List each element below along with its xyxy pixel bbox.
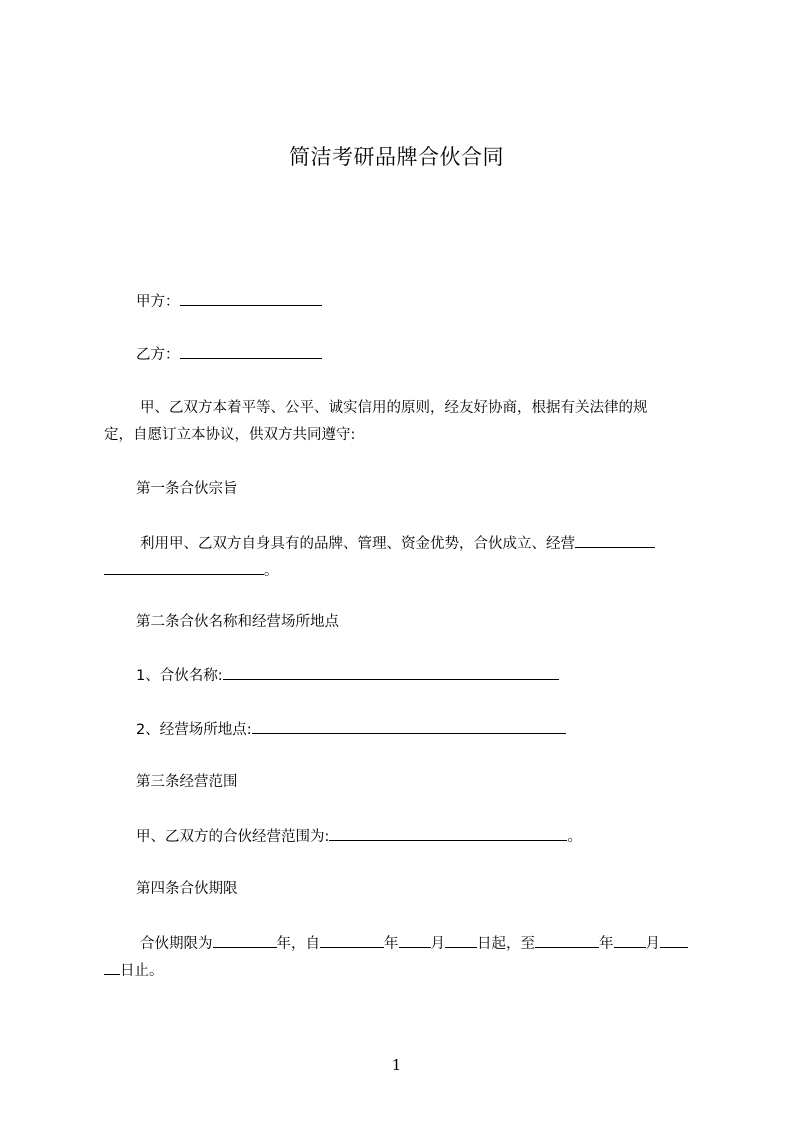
start-year-blank[interactable] <box>320 933 384 948</box>
business-address-line <box>136 719 566 740</box>
business-scope-label: 甲、乙双方的合伙经营范围为: <box>136 829 330 845</box>
term-line-2 <box>104 960 164 981</box>
term-label: 合伙期限为 <box>140 936 213 952</box>
end-month-text: 月 <box>645 936 660 952</box>
business-address-blank[interactable] <box>252 719 566 734</box>
end-year-text: 年 <box>599 936 614 952</box>
document-title: 简洁考研品牌合伙合同 <box>289 145 504 169</box>
term-text-from: 年，自 <box>276 936 320 952</box>
end-day-blank-2[interactable] <box>104 960 120 975</box>
party-a-blank[interactable] <box>180 291 322 306</box>
start-day-text: 日起，至 <box>477 936 535 952</box>
party-b-label: 乙方： <box>136 347 180 363</box>
business-blank-1[interactable] <box>575 533 655 548</box>
business-scope-blank[interactable] <box>329 826 567 841</box>
article-4-heading: 第四条合伙期限 <box>136 881 238 897</box>
preamble-line-1: 甲、乙双方本着平等、公平、诚实信用的原则，经友好协商，根据有关法律的规 <box>140 400 648 416</box>
article-3-end: 。 <box>567 829 582 845</box>
preamble-line-2: 定，自愿订立本协议，供双方共同遵守: <box>104 427 356 443</box>
article-2-heading: 第二条合伙名称和经营场所地点 <box>136 614 339 630</box>
partnership-name-blank[interactable] <box>223 665 559 680</box>
business-blank-2[interactable] <box>104 560 264 575</box>
business-address-label: 2、经营场所地点: <box>136 722 252 738</box>
start-month-blank[interactable] <box>399 933 431 948</box>
end-month-blank[interactable] <box>614 933 646 948</box>
term-years-blank[interactable] <box>213 933 277 948</box>
end-year-blank[interactable] <box>535 933 599 948</box>
party-b-line <box>136 344 322 365</box>
article-3-heading: 第三条经营范围 <box>136 774 238 790</box>
partnership-name-line <box>136 665 559 686</box>
page-number: 1 <box>391 1056 402 1074</box>
end-day-blank-1[interactable] <box>660 933 688 948</box>
start-year-text: 年 <box>384 936 399 952</box>
partnership-name-label: 1、合伙名称: <box>136 668 223 684</box>
party-b-blank[interactable] <box>180 344 322 359</box>
start-day-blank[interactable] <box>445 933 477 948</box>
article-1-heading: 第一条合伙宗旨 <box>136 481 238 497</box>
start-month-text: 月 <box>430 936 445 952</box>
party-a-label: 甲方： <box>136 294 180 310</box>
article-1-body: 利用甲、乙双方自身具有的品牌、管理、资金优势，合伙成立、经营 <box>140 536 575 552</box>
business-scope-line <box>136 826 582 847</box>
article-1-text <box>140 533 655 554</box>
article-1-text-cont <box>104 560 279 581</box>
term-line-1 <box>140 933 688 954</box>
term-end: 日止。 <box>120 963 164 979</box>
party-a-line <box>136 291 322 312</box>
article-1-end: 。 <box>264 563 279 579</box>
